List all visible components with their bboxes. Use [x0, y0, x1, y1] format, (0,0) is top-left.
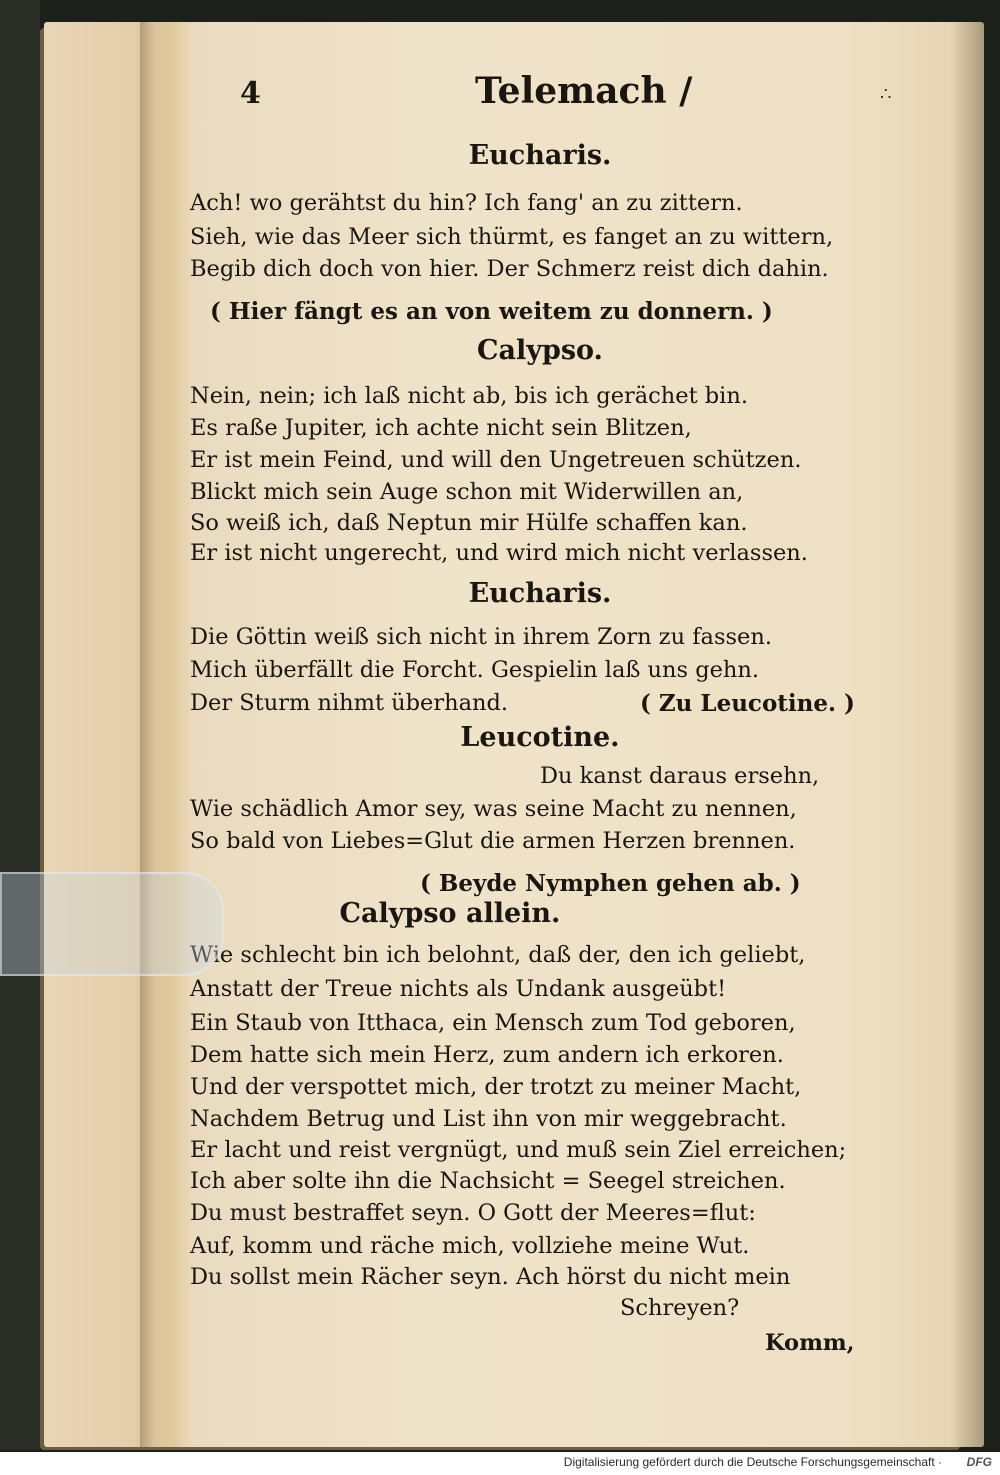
- running-title: Telemach /: [475, 70, 693, 112]
- verse-line: Sieh, wie das Meer sich thürmt, es fanget an zu wittern,: [190, 224, 834, 250]
- page-header: [190, 70, 910, 120]
- speaker-leucotine: Leucotine.: [460, 722, 620, 753]
- verse-line: So weiß ich, daß Neptun mir Hülfe schaffen kan.: [190, 510, 748, 536]
- page-fold-shadow: [140, 22, 154, 1447]
- verse-line: Es raße Jupiter, ich achte nicht sein Blitzen,: [190, 415, 692, 441]
- verse-line: Blickt mich sein Auge schon mit Widerwillen an,: [190, 479, 744, 505]
- verse-line: Ein Staub von Itthaca, ein Mensch zum Tod geboren,: [190, 1010, 796, 1036]
- footer-bar: [0, 1452, 1000, 1475]
- verse-line: Wie schädlich Amor sey, was seine Macht zu nennen,: [190, 796, 797, 822]
- speaker-eucharis: Eucharis.: [468, 578, 612, 609]
- verse-line: Er lacht und reist vergnügt, und muß sein Ziel erreichen;: [190, 1137, 847, 1163]
- stage-direction: ( Hier fängt es an von weitem zu donnern. ): [210, 298, 773, 325]
- speaker-eucharis: Eucharis.: [468, 140, 612, 171]
- book-binding: [0, 0, 40, 1450]
- verse-line: Wie schlecht bin ich belohnt, daß der, den ich geliebt,: [190, 942, 806, 968]
- dfg-logo: DFG: [966, 1455, 992, 1469]
- verse-line: Schreyen?: [620, 1295, 740, 1321]
- verse-line: Nachdem Betrug und List ihn von mir weggebracht.: [190, 1106, 787, 1132]
- verse-line: Ich aber solte ihn die Nachsicht = Seegel streichen.: [190, 1168, 786, 1194]
- verse-line: Die Göttin weiß sich nicht in ihrem Zorn zu fassen.: [190, 624, 773, 650]
- verse-line: So bald von Liebes=Glut die armen Herzen brennen.: [190, 828, 796, 854]
- verse-line: Der Sturm nihmt überhand.: [190, 690, 509, 716]
- footer-credit: Digitalisierung gefördert durch die Deutsche Forschungsgemeinschaft ·: [563, 1455, 942, 1469]
- stage-direction: ( Beyde Nymphen gehen ab. ): [420, 870, 801, 897]
- header-ornament: ∴: [880, 84, 896, 105]
- page-right-shadow: [950, 22, 984, 1447]
- stage-direction: ( Zu Leucotine. ): [640, 690, 855, 717]
- glass-page-weight: [0, 872, 224, 976]
- verse-line: Er ist nicht ungerecht, und wird mich nicht verlassen.: [190, 540, 808, 566]
- verse-line: Du must bestraffet seyn. O Gott der Meeres=flut:: [190, 1200, 756, 1226]
- verse-line: Dem hatte sich mein Herz, zum andern ich erkoren.: [190, 1042, 784, 1068]
- catchword: Komm,: [765, 1330, 855, 1356]
- verse-line: Er ist mein Feind, und will den Ungetreuen schützen.: [190, 447, 802, 473]
- verse-line: Du kanst daraus ersehn,: [540, 763, 820, 789]
- page-number: 4: [240, 76, 261, 111]
- verse-line: Ach! wo gerähtst du hin? Ich fang' an zu zittern.: [190, 190, 743, 216]
- verse-line: Du sollst mein Rächer seyn. Ach hörst du nicht mein: [190, 1264, 791, 1290]
- verse-line: Anstatt der Treue nichts als Undank ausgeübt!: [190, 976, 727, 1002]
- verse-line: Nein, nein; ich laß nicht ab, bis ich gerächet bin.: [190, 383, 749, 409]
- verse-line: Auf, komm und räche mich, vollziehe meine Wut.: [190, 1233, 750, 1259]
- speaker-calypso: Calypso.: [477, 335, 603, 366]
- verse-line: Und der verspottet mich, der trotzt zu meiner Macht,: [190, 1074, 802, 1100]
- verse-line: Mich überfällt die Forcht. Gespielin laß uns gehn.: [190, 657, 760, 683]
- speaker-calypso-allein: Calypso allein.: [339, 898, 561, 929]
- verse-line: Begib dich doch von hier. Der Schmerz reist dich dahin.: [190, 256, 829, 282]
